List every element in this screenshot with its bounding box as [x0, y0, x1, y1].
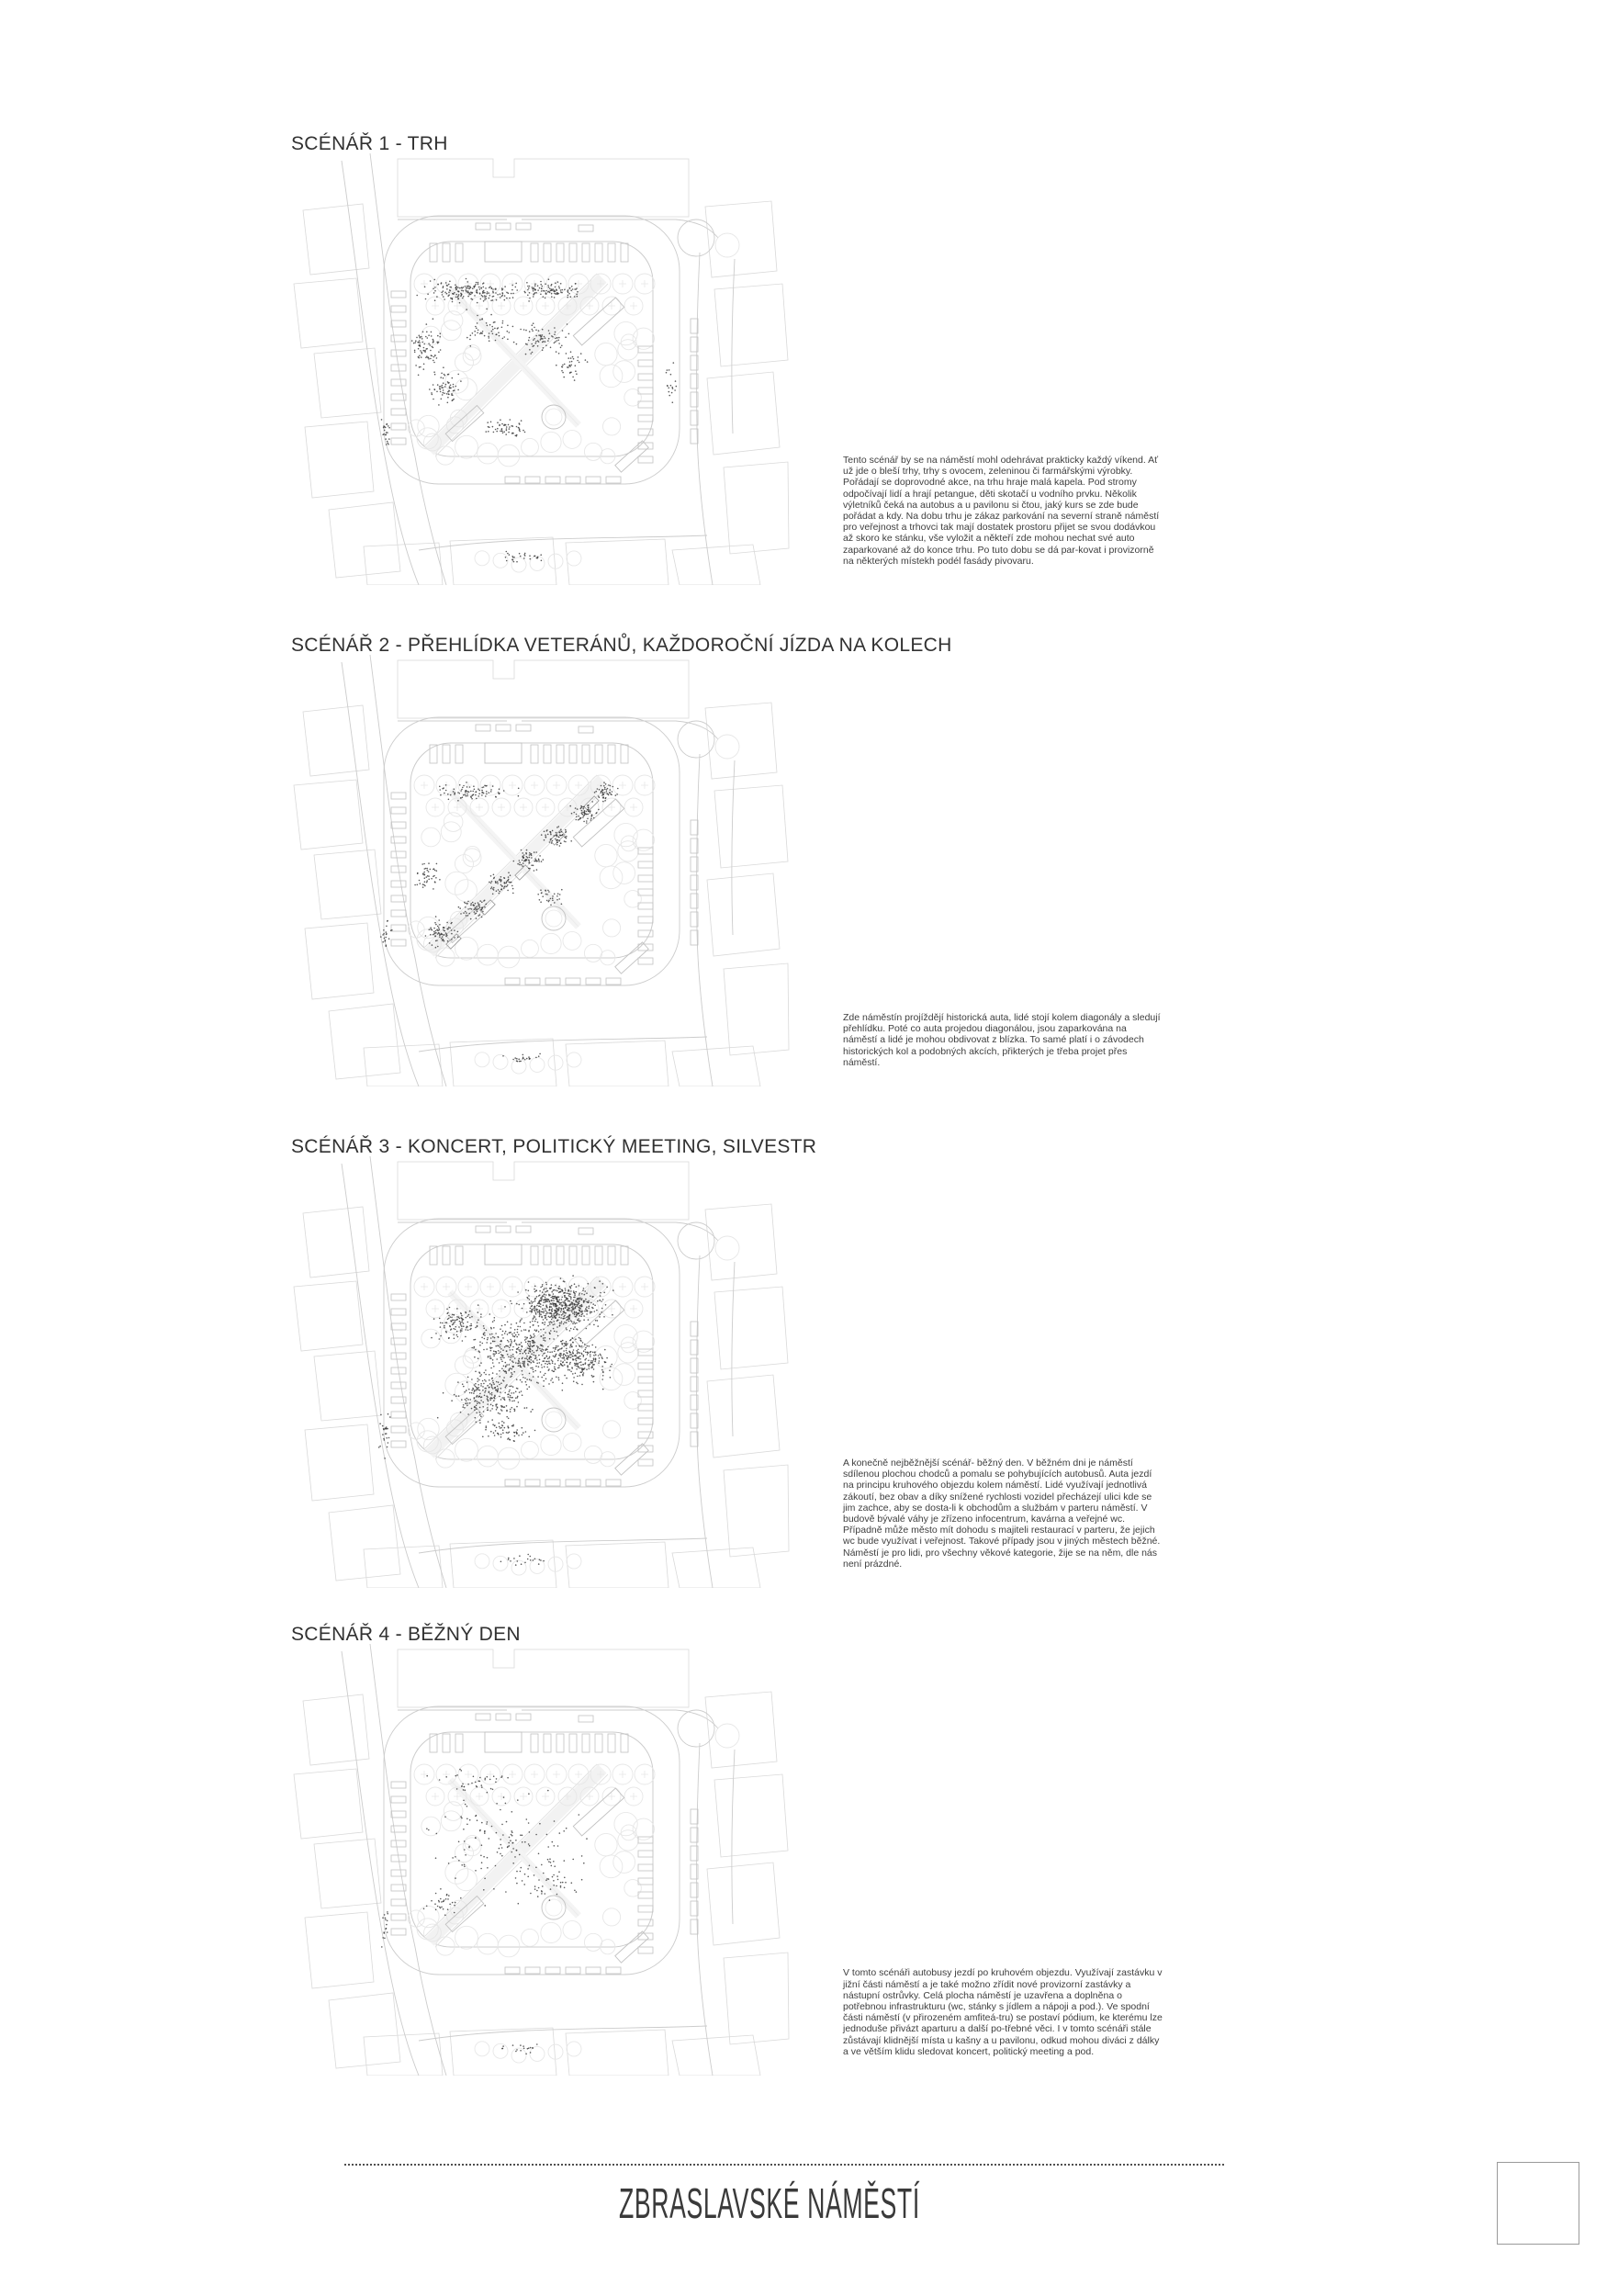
scenario-2-description: Zde náměstín projíždějí historická auta, lidé stojí kolem diagonály a sledují přehlídku. Poté co auta projedou diagonálou, jsou zaparkována na náměstí a lidé je mohou obdivovat z blízka. To samé platí i o závodech historických kol a podobných akcích, přikterých je třeba projet přes náměstí. [843, 1011, 1161, 1068]
scenario-1-section [0, 133, 1607, 585]
site-plan-drawing [275, 655, 790, 1086]
scenario-1-heading: SCÉNÁŘ 1 - TRH [291, 133, 448, 154]
scenario-3-section [0, 1136, 1607, 1588]
scenario-2-site-plan [275, 655, 790, 1086]
site-plan-drawing [275, 1156, 790, 1588]
site-plan-drawing [275, 1644, 790, 2076]
scenario-3-heading: SCÉNÁŘ 3 - KONCERT, POLITICKÝ MEETING, SILVESTR [291, 1136, 817, 1157]
scenario-3-site-plan [275, 1156, 790, 1588]
scenario-4-heading: SCÉNÁŘ 4 - BĚŽNÝ DEN [291, 1624, 521, 1645]
site-plan-drawing [275, 153, 790, 585]
scenario-1-site-plan [275, 153, 790, 585]
scenario-3-description: A konečně nejběžnější scénář- běžný den. V běžném dni je náměstí sdílenou plochou chodců a pomalu se pohybujících autobusů. Auta jezdí na principu kruhového objezdu kolem náměstí. Lidé využívají jednotlivá zákoutí, bez obav a díky snížené rychlosti vozidel přecházejí ulici kde se jim zachce, aby se dosta-li k obchodům a službám v parteru náměstí. V budově bývalé váhy je zřízeno infocentrum, kavárna a veřejné wc. Případně může město mít dohodu s majiteli restaurací v parteru, že jejich wc bude využívat i veřejnost. Takové případy jsou v jiných městech běžné. Náměstí je pro lidi, pro všechny věkové kategorie, žije se na něm, dle nás není prázdné. [843, 1457, 1161, 1570]
dotted-divider [344, 2164, 1224, 2166]
scenario-2-section [0, 635, 1607, 1086]
scenario-2-heading: SCÉNÁŘ 2 - PŘEHLÍDKA VETERÁNŮ, KAŽDOROČNÍ JÍZDA NA KOLECH [291, 635, 952, 656]
scenario-4-description: V tomto scénáři autobusy jezdí po kruhovém objezdu. Využívají zastávku v jižní části náměstí a je také možno zřídit nové provizorní zastávky a nástupní ostrůvky. Celá plocha náměstí je uzavřena a doplněna o potřebnou infrastrukturu (wc, stánky s jídlem a nápoji a pod.). Ve spodní části náměstí (v přirozeném amfiteá-tru) se postaví pódium, ke kterému lze jednoduše přivázt aparturu a další po-třebné věci. I v tomto scénáři stále zůstávají klidnější místa u kašny a u pavilonu, odkud mohou diváci z dálky a ve větším klidu sledovat koncert, politický meeting a pod. [843, 1967, 1163, 2057]
scenario-4-section [0, 1624, 1607, 2076]
board-title: ZBRASLAVSKÉ NÁMĚSTÍ [619, 2179, 920, 2227]
scenario-1-description: Tento scénář by se na náměstí mohl odehrávat prakticky každý víkend. Ať už jde o bleší trhy, trhy s ovocem, zeleninou či farmářskými výrobky. Pořádají se doprovodné akce, na trhu hraje malá kapela. Pod stromy odpočívají lidí a hrají petangue, děti skotačí u vodního prvku. Několik výletníků čeká na autobus a u pavilonu si čtou, jaký kurs se zde bude pořádat a kdy. Na dobu trhu je zákaz parkování na severní straně náměstí pro veřejnost a trhovci tak mají dostatek prostoru přijet se svou dodávkou až skoro ke stánku, vše vyložit a někteří zde mohou nechat své auto zaparkované až do konce trhu. Po tuto dobu se dá par-kovat i provizorně na některých místekh podél fasády pivovaru. [843, 454, 1160, 567]
scenario-4-site-plan [275, 1644, 790, 2076]
stamp-box [1497, 2162, 1579, 2245]
